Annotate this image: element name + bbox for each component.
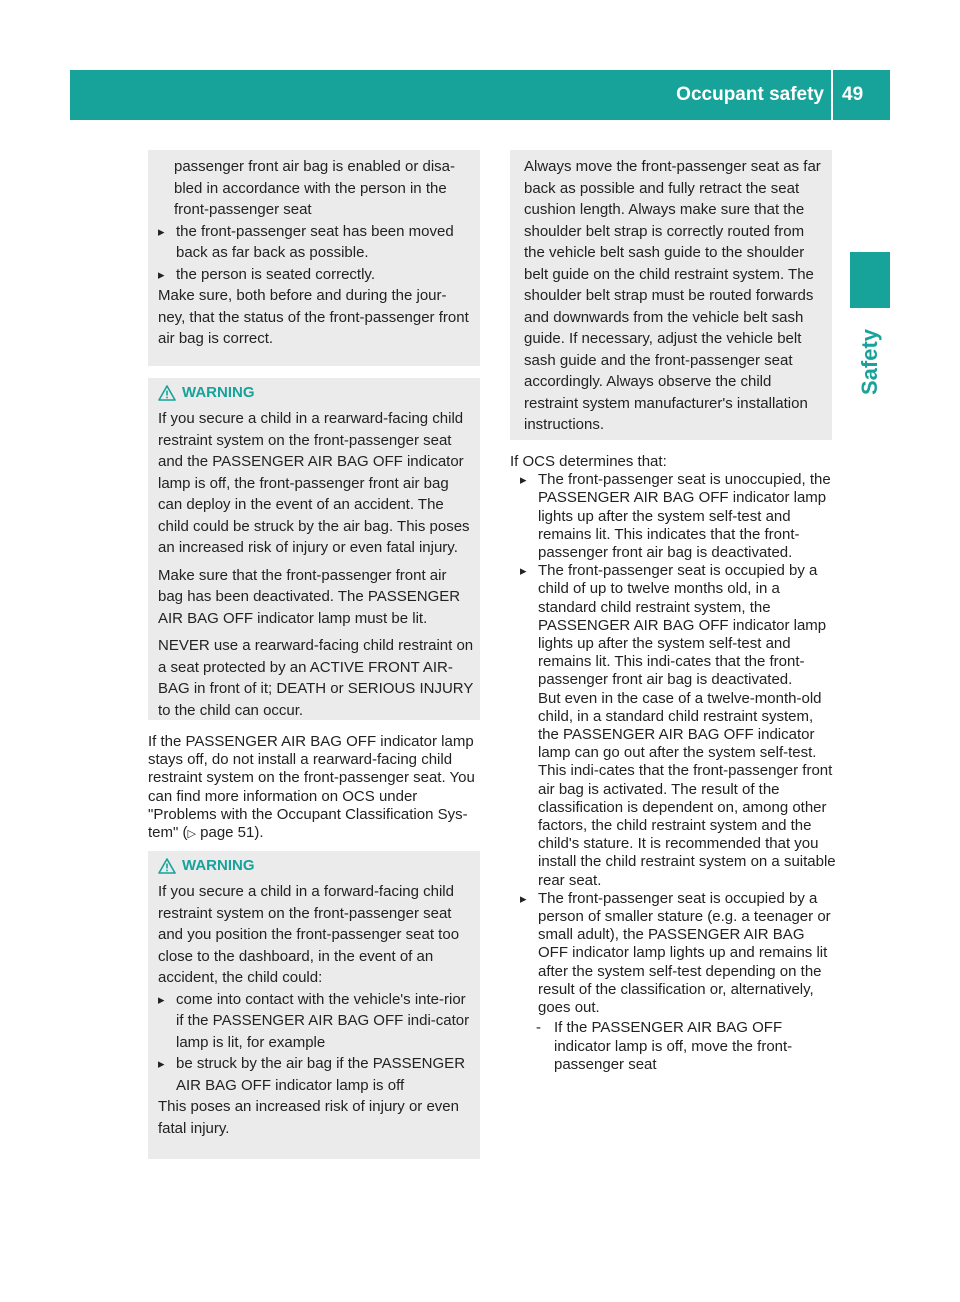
- paragraph: If you secure a child in a forward-facing child restraint system on the front-passenger seat and you position the front-passenger seat too close to the dashboard, in the event of an accident, the child could:: [158, 883, 460, 986]
- warning-box-forward: [148, 851, 480, 1159]
- list-item: ▸ the front-passenger seat has been moved back as far back as possible.: [158, 221, 472, 264]
- continued-text: passenger front air bag is enabled or disa-bled in accordance with the person in the front-passenger seat: [174, 158, 456, 218]
- warning-triangle-icon: [158, 385, 176, 401]
- paragraph: NEVER use a rearward-facing child restraint on a seat protected by an ACTIVE FRONT AIR-BAG in front of it; DEATH or SERIOUS INJURY to the child can occur.: [158, 637, 474, 719]
- side-label: [845, 322, 895, 402]
- list-item: ▸ come into contact with the vehicle's inte-rior if the PASSENGER AIR BAG OFF indi-cator lamp is lit, for example: [158, 989, 474, 1054]
- paragraph: But even in the case of a twelve-month-old child, in a standard child restraint system, the PASSENGER AIR BAG OFF indicator lamp can go out after the system self-test. This indi-cates that the front-passenger front air bag is activated. The result of the classification is dependent on, among other factors, the child restraint system and the child's stature. It is recommended that you install the child restraint system on a suitable rear seat.: [538, 689, 836, 889]
- paragraph: If OCS determines that:: [510, 453, 667, 470]
- paragraph: This poses an increased risk of injury or even fatal injury.: [158, 1098, 459, 1137]
- paragraph: Make sure that the front-passenger front air bag has been deactivated. The PASSENGER AIR BAG OFF indicator lamp must be lit.: [158, 566, 461, 627]
- page-ref-arrow-icon: ▷: [187, 828, 196, 841]
- warning-box-rearward: [148, 378, 480, 720]
- ocs-section: [510, 453, 836, 1074]
- list-item: ▸ The front-passenger seat is occupied by a child of up to twelve months old, in a standard child restraint system, the PASSENGER AIR BAG OFF indicator lamp lights up after the system self-test and remains lit. This indi-cates that the front-passenger front air bag is deactivated.: [520, 562, 836, 689]
- body-text: ).: [254, 824, 264, 842]
- list-item: ▸ The front-passenger seat is occupied by a person of smaller stature (e.g. a teenager or small adult), the PASSENGER AIR BAG OFF indicator lamp lights up and remains lit after the system self-test depending on the result of the classification or, alternatively, goes out.: [520, 890, 836, 1017]
- warning-heading: [158, 855, 474, 877]
- paragraph: Always move the front-passenger seat as far back as possible and fully retract the seat cushion length. Always make sure that the shoulder belt strap is correctly routed from the vehicle belt sash guide to the shoulder belt guide on the child restraint system. The shoulder belt strap must be routed forwards and downwards from the vehicle belt sash guide. If necessary, adjust the vehicle belt sash guide and the front-passenger seat accordingly. Always observe the child restraint system manufacturer's installation instructions.: [524, 158, 821, 433]
- header-divider: [831, 70, 833, 120]
- body-paragraph: [148, 733, 482, 843]
- body-text: If the PASSENGER AIR BAG OFF indicator lamp stays off, do not install a rearward-facing child restraint system on the front-passenger seat. You can find more information on OCS under "Problems with the Occupant Classification Sys-tem" (: [148, 733, 475, 842]
- page-reference-link[interactable]: page 51: [195, 824, 255, 842]
- info-box-top: [148, 150, 480, 366]
- sub-list-item: - If the PASSENGER AIR BAG OFF indicator lamp is off, move the front-passenger seat: [520, 1019, 836, 1074]
- side-tab: [850, 252, 890, 308]
- warning-label: WARNING: [182, 384, 255, 401]
- list-item: ▸ the person is seated correctly.: [158, 264, 472, 286]
- page-number: 49: [842, 84, 864, 105]
- list-item: ▸ The front-passenger seat is unoccupied, the PASSENGER AIR BAG OFF indicator lamp lights up after the system self-test and remains lit. This indicates that the front-passenger front air bag is deactivated.: [520, 471, 836, 562]
- paragraph: Make sure, both before and during the jour-ney, that the status of the front-passenger front air bag is correct.: [158, 287, 469, 347]
- side-label-text: Safety: [857, 328, 882, 396]
- warning-triangle-icon: [158, 858, 176, 874]
- section-title: Occupant safety: [676, 84, 824, 105]
- info-box-right: [510, 150, 832, 440]
- warning-label: WARNING: [182, 857, 255, 874]
- warning-heading: [158, 382, 474, 404]
- paragraph: [148, 733, 482, 843]
- paragraph: If you secure a child in a rearward-facing child restraint system on the front-passenger seat and the PASSENGER AIR BAG OFF indicator lamp is off, the front-passenger front air bag can deploy in the event of an accident. The child could be struck by the air bag. This poses an increased risk of injury or even fatal injury.: [158, 410, 470, 556]
- list-item: ▸ be struck by the air bag if the PASSENGER AIR BAG OFF indicator lamp is off: [158, 1053, 474, 1096]
